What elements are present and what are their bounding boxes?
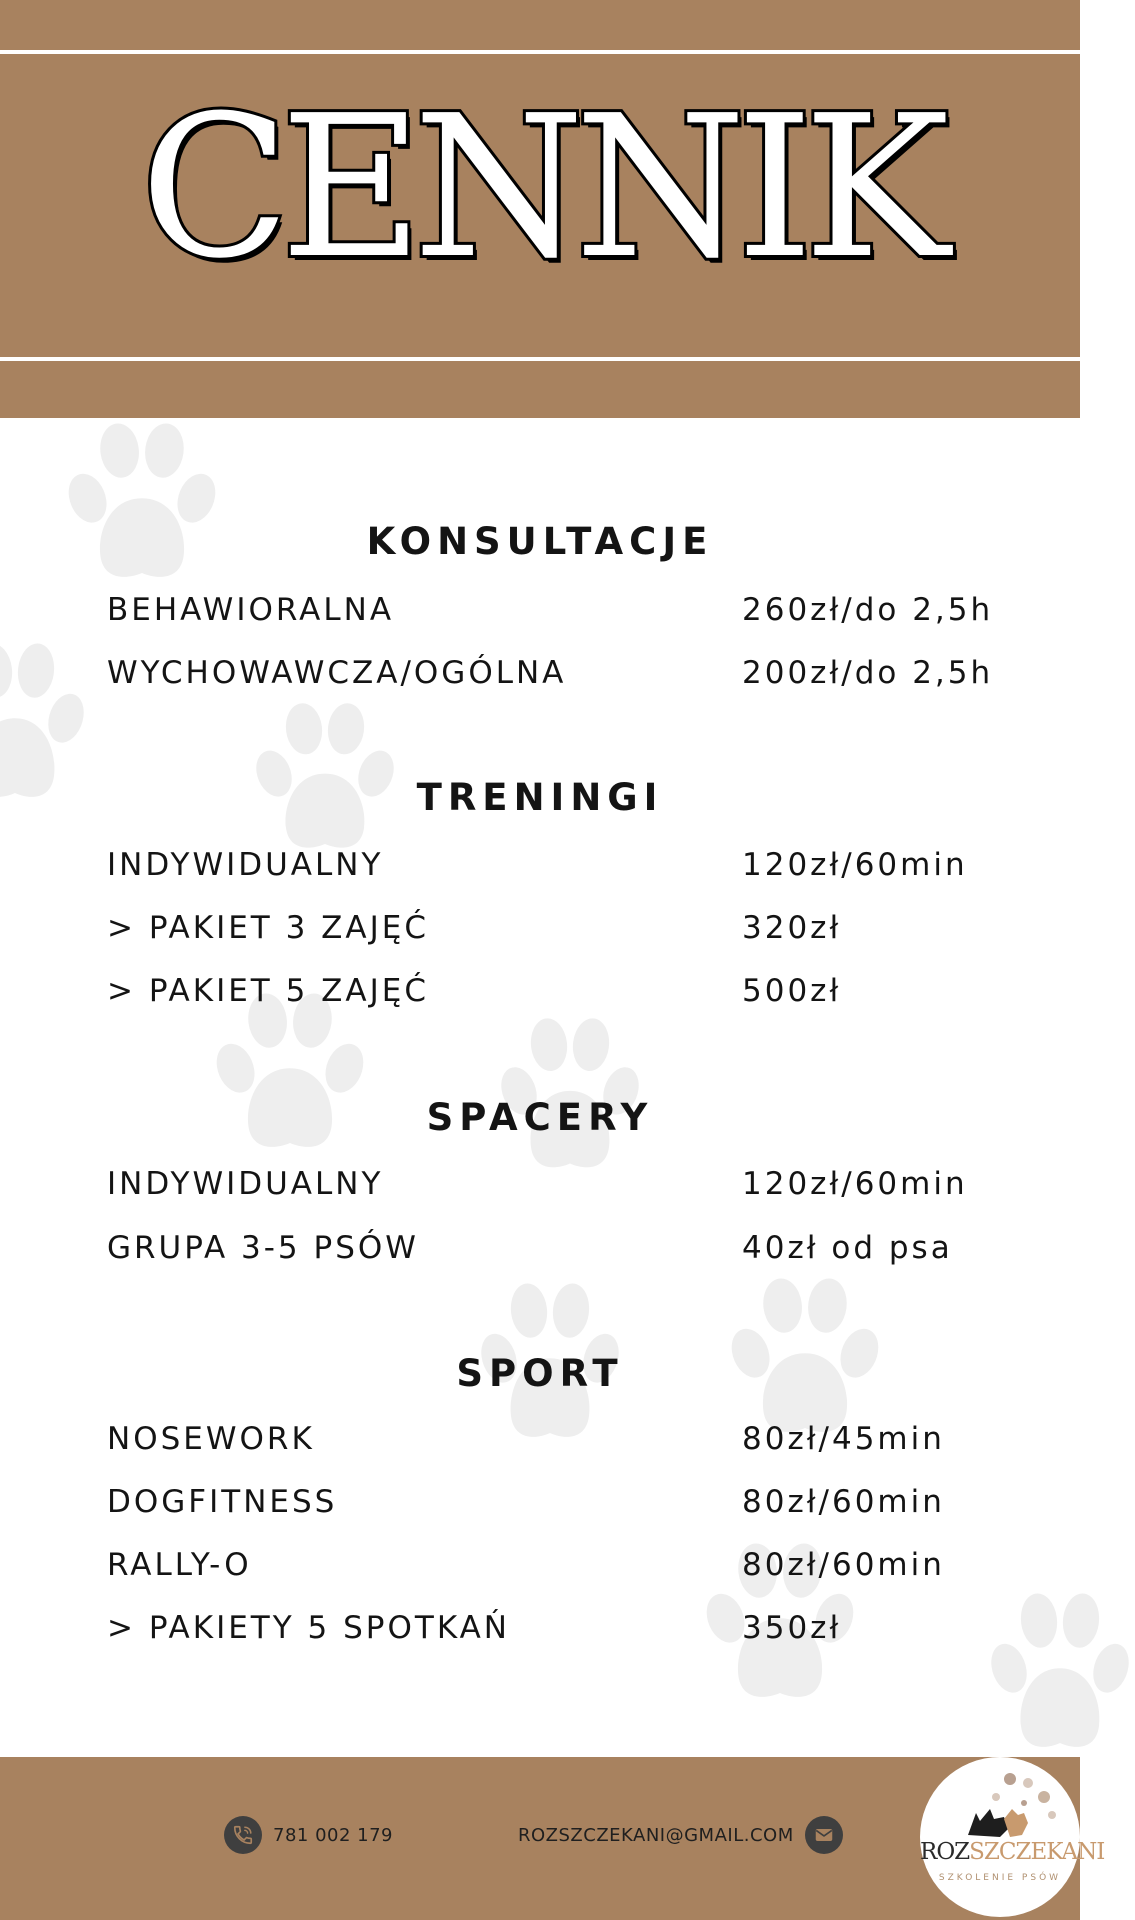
logo-wordmark: ROZSZCZEKANI [920,1839,1105,1865]
section-title-konsultacje: KONSULTACJE [366,520,714,563]
phone-contact[interactable] [224,1815,393,1855]
price-row [0,973,1080,1019]
section-title-treningi: TRENINGI [416,776,664,819]
price-row [0,1421,1080,1467]
service-price: 350zł [742,1610,842,1646]
service-price: 80zł/45min [742,1421,945,1457]
service-price: 120zł/60min [742,847,968,883]
service-label: > PAKIET 3 ZAJĘĆ [107,910,429,946]
service-price: 260zł/do 2,5h [742,592,994,628]
service-price: 80zł/60min [742,1484,945,1520]
price-row [0,1547,1080,1593]
price-row [0,592,1080,638]
phone-icon [224,1816,262,1854]
mail-icon [805,1816,843,1854]
service-label: BEHAWIORALNA [107,592,395,628]
service-price: 40zł od psa [742,1230,953,1266]
service-price: 120zł/60min [742,1166,968,1202]
service-label: INDYWIDUALNY [107,847,384,883]
section-title-sport: SPORT [456,1352,624,1395]
logo-graphic [920,1757,1105,1917]
service-price: 200zł/do 2,5h [742,655,994,691]
section-title-spacery: SPACERY [426,1096,654,1139]
page-title: CENNIK [140,74,940,302]
service-label: > PAKIETY 5 SPOTKAŃ [107,1610,510,1646]
service-price: 80zł/60min [742,1547,945,1583]
service-label: NOSEWORK [107,1421,315,1457]
service-label: WYCHOWAWCZA/OGÓLNA [107,655,567,691]
price-row [0,1230,1080,1276]
service-price: 500zł [742,973,842,1009]
service-label: GRUPA 3-5 PSÓW [107,1230,419,1266]
logo-tagline: SZKOLENIE PSÓW [938,1873,1062,1883]
service-price: 320zł [742,910,842,946]
service-label: DOGFITNESS [107,1484,338,1520]
email-address[interactable]: ROZSZCZEKANI@GMAIL.COM [518,1824,794,1846]
price-row [0,847,1080,893]
brand-logo [920,1757,1105,1917]
price-row [0,655,1080,701]
paw-icon [62,420,222,590]
price-row [0,1484,1080,1530]
service-label: > PAKIET 5 ZAJĘĆ [107,973,429,1009]
price-row [0,1610,1080,1656]
phone-number[interactable]: 781 002 179 [273,1824,394,1846]
price-row [0,1166,1080,1212]
service-label: INDYWIDUALNY [107,1166,384,1202]
price-row [0,910,1080,956]
email-contact[interactable] [518,1815,843,1855]
service-label: RALLY-O [107,1547,252,1583]
